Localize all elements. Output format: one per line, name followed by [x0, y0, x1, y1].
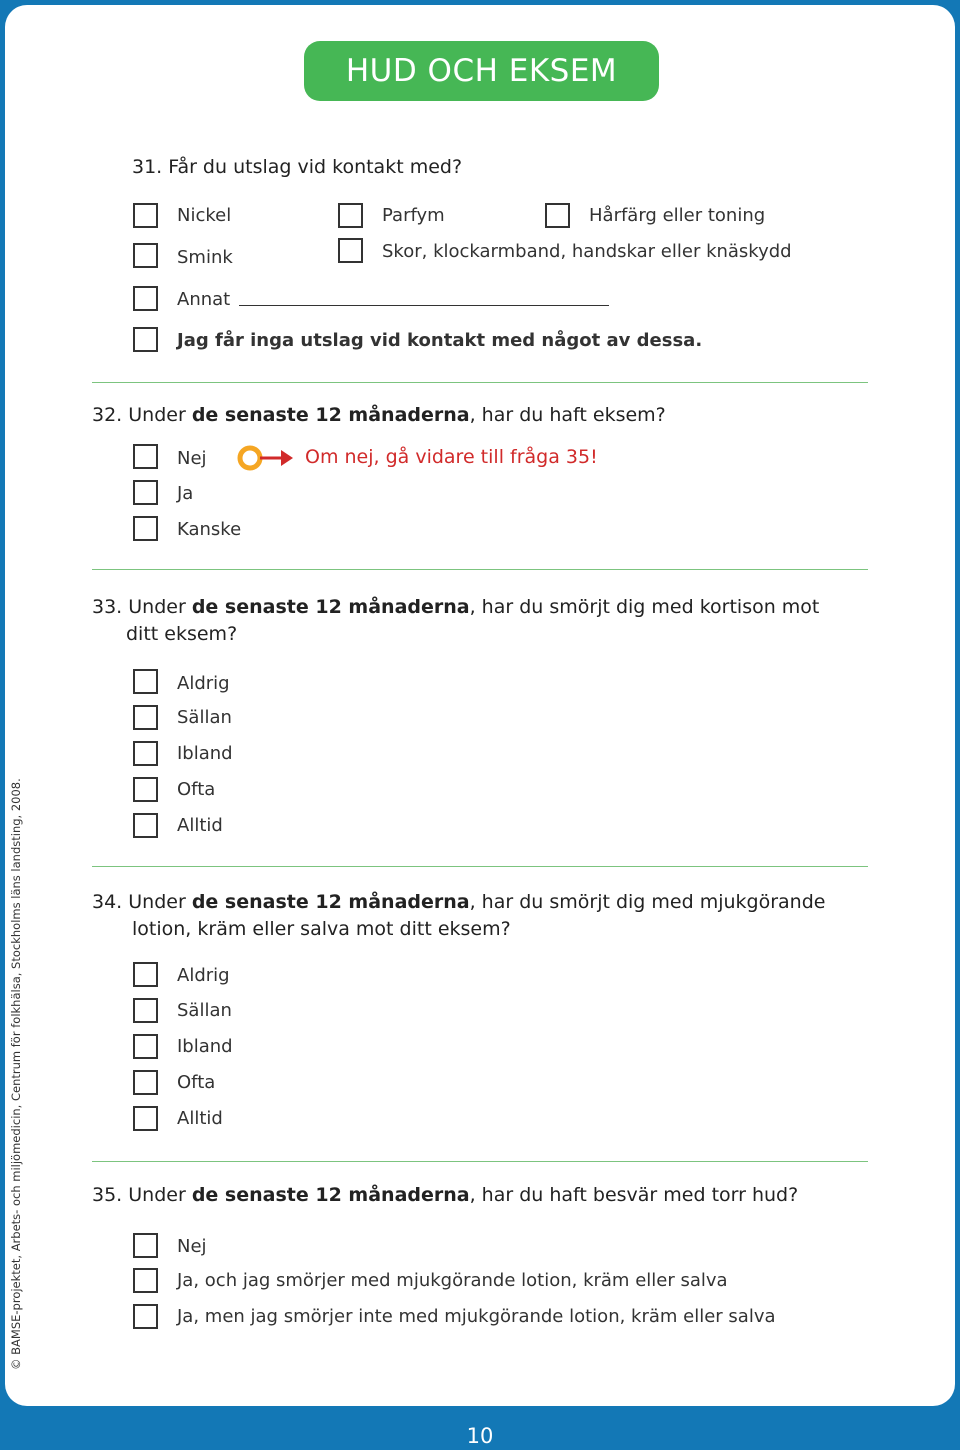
question-emphasis: de senaste 12 månaderna: [191, 891, 470, 913]
option-annat-label: Annat: [177, 289, 231, 310]
question-text: Under: [128, 404, 192, 426]
option-label: Sällan: [177, 1000, 232, 1021]
divider: [92, 382, 868, 383]
question-number: 33.: [92, 596, 123, 618]
checkbox-inga[interactable]: [133, 327, 158, 352]
question-35: [92, 1182, 798, 1209]
checkbox-smink[interactable]: [133, 243, 158, 268]
checkbox-q34-alltid[interactable]: [133, 1106, 158, 1131]
option-label: Ofta: [177, 779, 216, 800]
option-label: Kanske: [177, 519, 242, 540]
checkbox-q34-sallan[interactable]: [133, 998, 158, 1023]
checkbox-nickel[interactable]: [133, 203, 158, 228]
option-label: Ja: [177, 483, 194, 504]
question-number: 34.: [92, 891, 123, 913]
question-34-line2: lotion, kräm eller salva mot ditt eksem?: [132, 918, 511, 940]
question-number: 32.: [92, 404, 123, 426]
option-label: Alltid: [177, 815, 223, 836]
checkbox-q35-ja-smorjer-inte[interactable]: [133, 1304, 158, 1329]
question-text: Under: [128, 596, 192, 618]
question-33-line2: ditt eksem?: [126, 623, 238, 645]
checkbox-skor[interactable]: [338, 238, 363, 263]
checkbox-q35-ja-smorjer[interactable]: [133, 1268, 158, 1293]
skip-arrow-icon: [235, 444, 297, 472]
option-label: Sällan: [177, 707, 232, 728]
checkbox-harfarg[interactable]: [545, 203, 570, 228]
question-text: , har du haft eksem?: [469, 404, 666, 426]
option-harfarg-label: Hårfärg eller toning: [589, 205, 766, 226]
checkbox-q33-ofta[interactable]: [133, 777, 158, 802]
question-33: [92, 594, 819, 621]
question-text: Under: [128, 891, 192, 913]
option-label: Ofta: [177, 1072, 216, 1093]
question-text: Under: [128, 1184, 192, 1206]
skip-instruction: Om nej, gå vidare till fråga 35!: [305, 446, 598, 468]
option-nickel-label: Nickel: [177, 205, 232, 226]
annat-write-in-line[interactable]: [239, 305, 609, 306]
question-emphasis: de senaste 12 månaderna: [191, 596, 470, 618]
option-smink-label: Smink: [177, 247, 233, 268]
checkbox-q33-alltid[interactable]: [133, 813, 158, 838]
checkbox-q35-nej[interactable]: [133, 1233, 158, 1258]
copyright-note: © BAMSE-projektet, Arbets- och miljömedicin, Centrum för folkhälsa, Stockholms läns landsting, 2008.: [9, 778, 23, 1370]
option-label: Aldrig: [177, 965, 230, 986]
option-label: Ibland: [177, 1036, 233, 1057]
checkbox-q33-sallan[interactable]: [133, 705, 158, 730]
question-number: 35.: [92, 1184, 123, 1206]
checkbox-q32-ja[interactable]: [133, 480, 158, 505]
page-number: 10: [466, 1424, 494, 1448]
divider: [92, 569, 868, 570]
question-text: , har du haft besvär med torr hud?: [469, 1184, 799, 1206]
option-label: Nej: [177, 1236, 207, 1257]
option-label: Ibland: [177, 743, 233, 764]
checkbox-annat[interactable]: [133, 286, 158, 311]
option-skor-label: Skor, klockarmband, handskar eller knäskydd: [382, 241, 792, 262]
question-text: , har du smörjt dig med mjukgörande: [469, 891, 826, 913]
question-text: , har du smörjt dig med kortison mot: [469, 596, 820, 618]
option-label: Ja, men jag smörjer inte med mjukgörande lotion, kräm eller salva: [177, 1306, 776, 1327]
checkbox-parfym[interactable]: [338, 203, 363, 228]
question-emphasis: de senaste 12 månaderna: [191, 404, 470, 426]
option-label: Ja, och jag smörjer med mjukgörande lotion, kräm eller salva: [177, 1270, 728, 1291]
option-label: Aldrig: [177, 673, 230, 694]
checkbox-q32-kanske[interactable]: [133, 516, 158, 541]
checkbox-q33-aldrig[interactable]: [133, 669, 158, 694]
option-label: Alltid: [177, 1108, 223, 1129]
section-title: HUD OCH EKSEM: [304, 41, 659, 101]
checkbox-q34-ofta[interactable]: [133, 1070, 158, 1095]
checkbox-q32-nej[interactable]: [133, 444, 158, 469]
divider: [92, 866, 868, 867]
checkbox-q33-ibland[interactable]: [133, 741, 158, 766]
divider: [92, 1161, 868, 1162]
option-inga-label: Jag får inga utslag vid kontakt med något av dessa.: [177, 330, 703, 351]
question-31: 31. Får du utslag vid kontakt med?: [132, 156, 463, 178]
checkbox-q34-aldrig[interactable]: [133, 962, 158, 987]
option-label: Nej: [177, 448, 207, 469]
question-emphasis: de senaste 12 månaderna: [191, 1184, 470, 1206]
question-34: [92, 889, 825, 916]
option-parfym-label: Parfym: [382, 205, 445, 226]
question-32: [92, 402, 666, 429]
checkbox-q34-ibland[interactable]: [133, 1034, 158, 1059]
